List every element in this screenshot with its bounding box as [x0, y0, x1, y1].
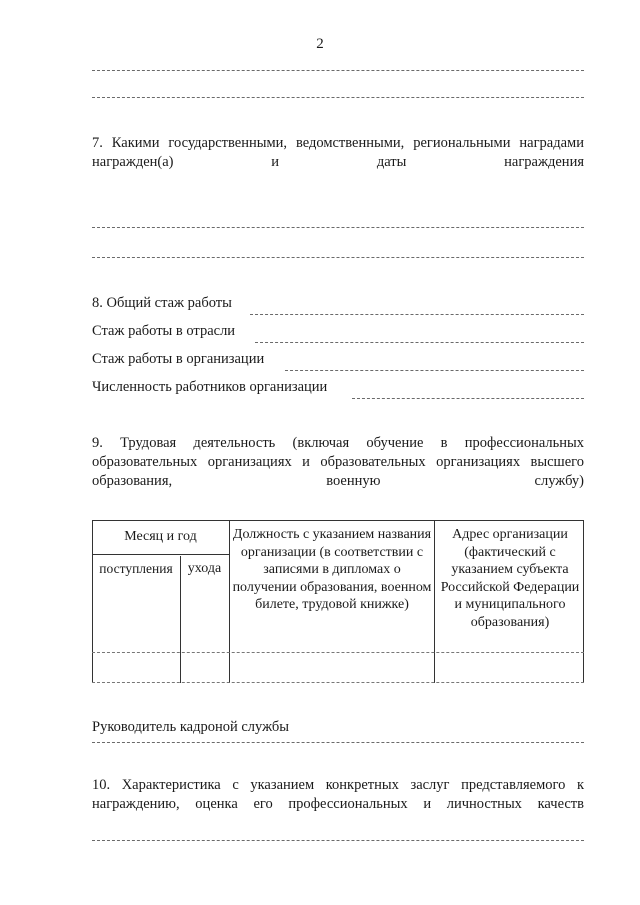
column-header-address: Адрес организации (фактический с указанием субъекта Российской Федерации и муниципального образования): [440, 527, 580, 630]
table-cell-address[interactable]: [435, 653, 582, 681]
question-7-text: 7. Какими государственными, ведомственными, региональными наградами награжден(а) и даты награждения: [92, 135, 584, 170]
total-experience-field[interactable]: [250, 314, 584, 315]
blank-line[interactable]: [92, 257, 584, 258]
organization-experience-field[interactable]: [285, 370, 584, 371]
column-header-entry: поступления: [99, 561, 173, 576]
blank-line[interactable]: [92, 70, 584, 71]
work-history-table: [92, 520, 584, 683]
organization-experience-label: Стаж работы в организации: [92, 350, 268, 369]
blank-line[interactable]: [92, 97, 584, 98]
question-10-text: 10. Характеристика с указанием конкретных заслуг представляемого к награждению, оценка его профессиональных и личностных качеств: [92, 777, 584, 812]
employee-count-label: Численность работников организации: [92, 378, 331, 397]
column-header-exit: ухода: [187, 561, 222, 576]
industry-experience-field[interactable]: [255, 342, 584, 343]
question-9-text: 9. Трудовая деятельность (включая обучение в профессиональных образовательных организациях и образовательных организациях высшего образования, военную службу): [92, 435, 584, 489]
table-cell-exit[interactable]: [181, 653, 228, 681]
page-number: 2: [316, 36, 324, 52]
industry-experience-label: Стаж работы в отрасли: [92, 322, 239, 341]
total-experience-label: 8. Общий стаж работы: [92, 294, 236, 313]
employee-count-field[interactable]: [352, 398, 584, 399]
hr-signature-line[interactable]: [92, 742, 584, 743]
column-header-month-year: Месяц и год: [124, 529, 197, 544]
table-cell-position[interactable]: [230, 653, 433, 681]
blank-line[interactable]: [92, 840, 584, 841]
column-header-position: Должность с указанием названия организации (в соответствии с записями в дипломах о получении образования, военном билете, трудовой книжке): [232, 527, 432, 612]
hr-head-label: Руководитель кадроной службы: [92, 718, 293, 737]
blank-line[interactable]: [92, 227, 584, 228]
table-cell-entry[interactable]: [93, 653, 179, 681]
